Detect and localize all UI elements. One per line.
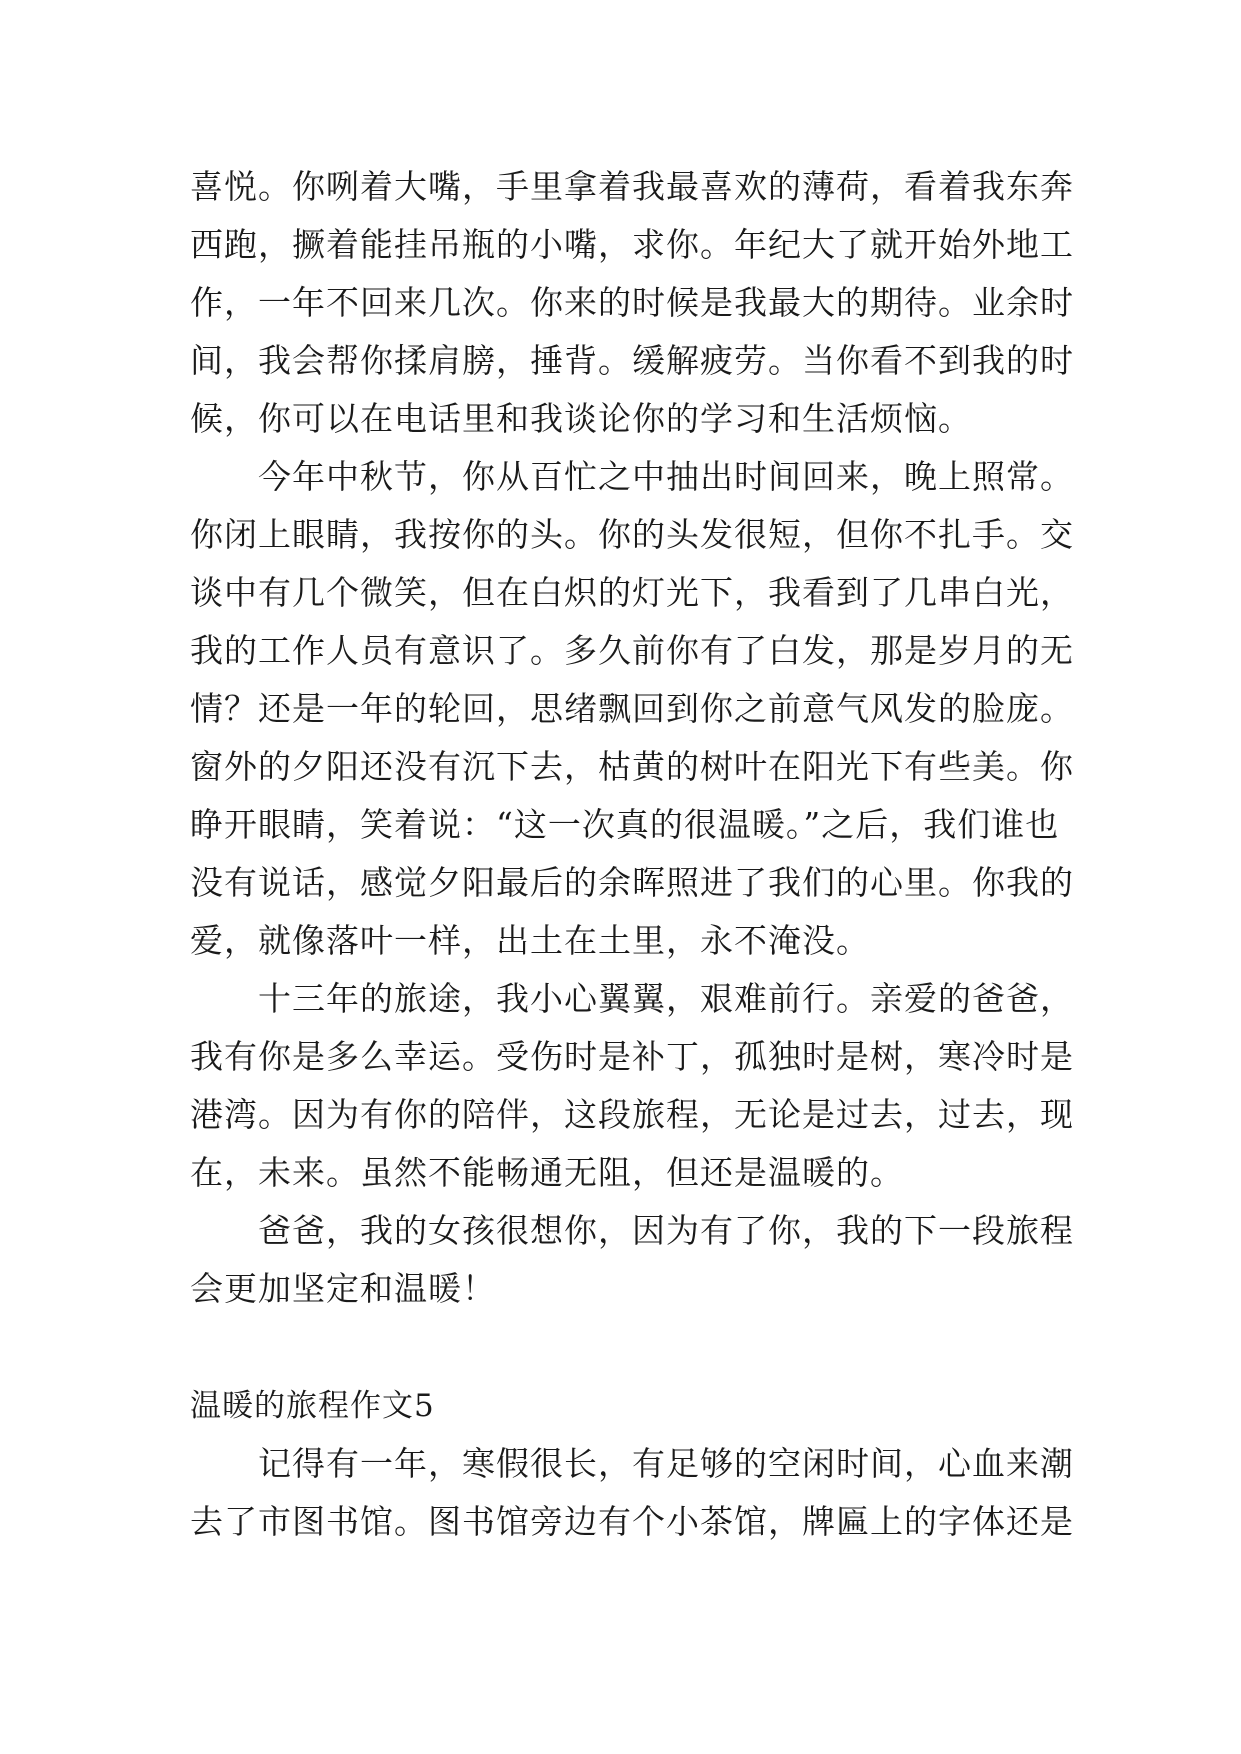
text-line: 间，我会帮你揉肩膀，捶背。缓解疲劳。当你看不到我的时	[190, 341, 1074, 380]
text-line: 作，一年不回来几次。你来的时候是我最大的期待。业余时	[190, 283, 1074, 322]
text-line: 我有你是多么幸运。受伤时是补丁，孤独时是树，寒冷时是	[190, 1037, 1074, 1076]
body-text-block-2	[190, 1435, 1074, 1551]
section-heading: 温暖的旅程作文5	[190, 1388, 435, 1424]
text-line: 喜悦。你咧着大嘴，手里拿着我最喜欢的薄荷，看着我东奔	[190, 167, 1074, 206]
text-line: 爸爸，我的女孩很想你，因为有了你，我的下一段旅程	[190, 1211, 1074, 1250]
text-line: 睁开眼睛，笑着说：“这一次真的很温暖。”之后，我们谁也	[190, 805, 1060, 844]
text-line: 爱，就像落叶一样，出土在土里，永不淹没。	[190, 921, 870, 960]
text-line: 谈中有几个微笑，但在白炽的灯光下，我看到了几串白光，	[190, 573, 1074, 612]
text-line: 你闭上眼睛，我按你的头。你的头发很短，但你不扎手。交	[190, 515, 1074, 554]
text-line: 记得有一年，寒假很长，有足够的空闲时间，心血来潮	[190, 1444, 1074, 1483]
text-line: 西跑，撅着能挂吊瓶的小嘴，求你。年纪大了就开始外地工	[190, 225, 1074, 264]
body-text-block-1	[190, 158, 1074, 1318]
text-line: 候，你可以在电话里和我谈论你的学习和生活烦恼。	[190, 399, 972, 438]
text-line: 今年中秋节，你从百忙之中抽出时间回来，晚上照常。	[190, 457, 1074, 496]
text-line: 会更加坚定和温暖！	[190, 1269, 496, 1308]
text-line: 没有说话，感觉夕阳最后的余晖照进了我们的心里。你我的	[190, 863, 1074, 902]
text-line: 去了市图书馆。图书馆旁边有个小茶馆，牌匾上的字体还是	[190, 1502, 1074, 1541]
text-line: 我的工作人员有意识了。多久前你有了白发，那是岁月的无	[190, 631, 1074, 670]
text-line: 窗外的夕阳还没有沉下去，枯黄的树叶在阳光下有些美。你	[190, 747, 1074, 786]
text-line: 情？还是一年的轮回，思绪飘回到你之前意气风发的脸庞。	[190, 689, 1074, 728]
text-line: 十三年的旅途，我小心翼翼，艰难前行。亲爱的爸爸，	[190, 979, 1074, 1018]
text-line: 在，未来。虽然不能畅通无阻，但还是温暖的。	[190, 1153, 904, 1192]
text-line: 港湾。因为有你的陪伴，这段旅程，无论是过去，过去，现	[190, 1095, 1074, 1134]
